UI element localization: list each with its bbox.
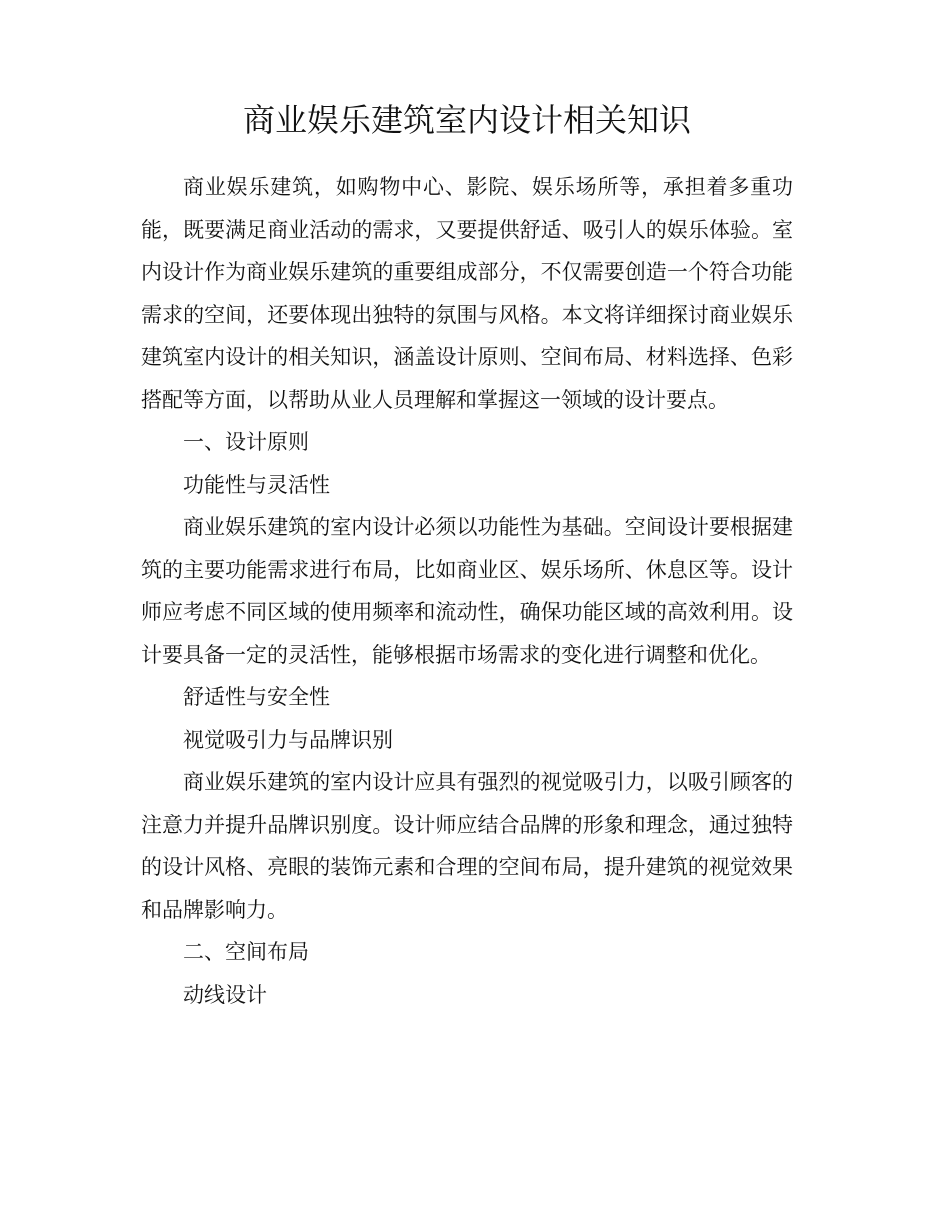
visual-appeal-paragraph: 商业娱乐建筑的室内设计应具有强烈的视觉吸引力，以吸引顾客的注意力并提升品牌识别度。设计师应结合品牌的形象和理念，通过独特的设计风格、亮眼的装饰元素和合理的空间布局，提升建筑的视觉效果和品牌影响力。 [141,770,793,922]
subheading-circulation-design: 动线设计 [183,982,267,1007]
subheading-functionality-flexibility: 功能性与灵活性 [183,472,330,497]
document-body [141,98,793,1016]
functionality-paragraph: 商业娱乐建筑的室内设计必须以功能性为基础。空间设计要根据建筑的主要功能需求进行布局，比如商业区、娱乐场所、休息区等。设计师应考虑不同区域的使用频率和流动性，确保功能区域的高效利用。设计要具备一定的灵活性，能够根据市场需求的变化进行调整和优化。 [141,515,793,667]
section-heading-design-principles: 一、设计原则 [183,430,309,454]
subheading-visual-appeal-branding: 视觉吸引力与品牌识别 [183,727,393,752]
section-heading-space-layout: 二、空间布局 [183,940,309,964]
intro-paragraph: 商业娱乐建筑，如购物中心、影院、娱乐场所等，承担着多重功能，既要满足商业活动的需求，又要提供舒适、吸引人的娱乐体验。室内设计作为商业娱乐建筑的重要组成部分，不仅需要创造一个符合功能需求的空间，还要体现出独特的氛围与风格。本文将详细探讨商业娱乐建筑室内设计的相关知识，涵盖设计原则、空间布局、材料选择、色彩搭配等方面，以帮助从业人员理解和掌握这一领域的设计要点。 [141,175,793,412]
document-title: 商业娱乐建筑室内设计相关知识 [242,101,691,139]
subheading-comfort-safety: 舒适性与安全性 [183,685,330,709]
